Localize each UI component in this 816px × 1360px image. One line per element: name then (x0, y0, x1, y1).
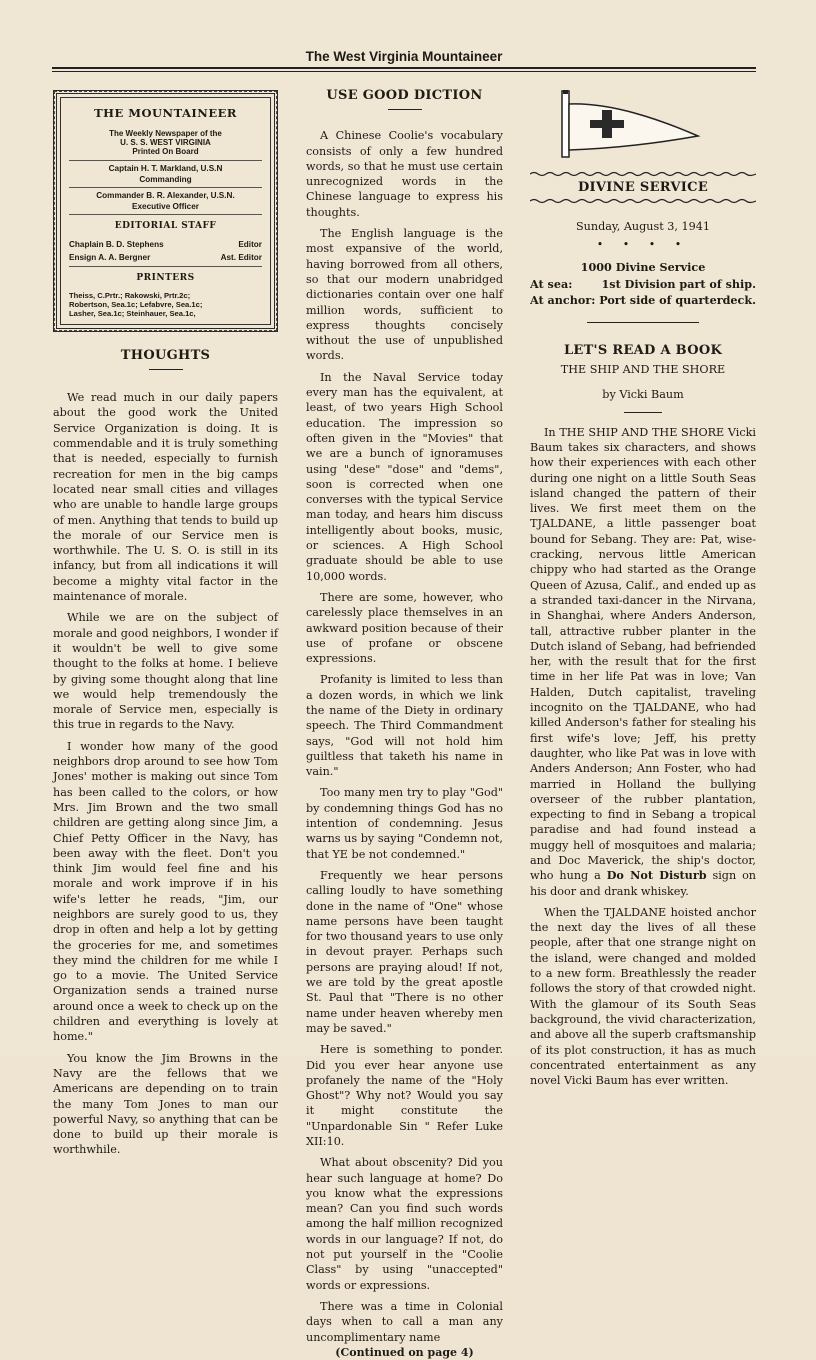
masthead-title: The West Virginia Mountaineer (305, 49, 503, 64)
thoughts-paragraph: We read much in our daily papers about the good work the United Service Organization is doing. It is commendable and it is truly something that is needed, especially to furnish recreation for men in the big camps located near small cities and villages who are unable to handle large groups of men. Anything that tends to build up the morale of our Service men is worthwhile. The U. S. O. is still in its infancy, but from all indications it will become a mighty vital factor in the maintenance of morale. (53, 391, 278, 604)
continued-notice: (Continued on page 4) (335, 1345, 474, 1359)
diction-paragraph: The English language is the most expansive of the world, having borrowed from all others, so that our modern unabridged dictionaries contain over one half million words, sufficient to express thoughts concisely without the use of unpublished words. (306, 227, 503, 363)
masthead-rule-thin (52, 71, 756, 72)
diction-paragraph: Frequently we hear persons calling loudly to have something done in the name of "One" whose name persons have been taught for two thousand years to use only in devout prayer. Perhaps such persons are praying aloud! If not, we are told by the great apostle St. Paul that "There is no other name under heaven whereby men may be saved." (306, 868, 503, 1035)
ornament-dots: • • • • (596, 237, 690, 251)
diction-paragraph: Here is something to ponder. Did you ever hear anyone use profanely the name of the "Holy Ghost"? Why not? Would you say it might constitute the "Unpardonable Sin " Refer Luke XII:10. (306, 1043, 503, 1148)
captain-name: Captain H. T. Markland, U.S.N (108, 164, 223, 174)
captain-role: Commanding (139, 175, 192, 185)
wavy-rule (530, 170, 756, 178)
church-pennant-icon (530, 90, 702, 160)
heading-rule (388, 109, 422, 110)
commander-role: Executive Officer (132, 202, 199, 212)
wavy-rule (530, 197, 756, 205)
box-divider (69, 266, 262, 267)
box-divider (69, 214, 262, 215)
column-left (53, 90, 278, 1164)
service-time: 1000 Divine Service (580, 259, 706, 274)
diction-paragraph: A Chinese Coolie's vocabulary consists of only a few hundred words, so that he must use certain unrecognized words in the Chinese language to express his thoughts. (306, 129, 503, 219)
column-middle (306, 90, 503, 1360)
staff-box (53, 90, 278, 332)
heading-rule (149, 369, 183, 370)
book-paragraph: In THE SHIP AND THE SHORE Vicki Baum takes six characters, and shows how their experiences with each other during one night on a little South Seas island changed the pattern of their lives. We first meet them on the TJALDANE, a little passenger boat bound for Sebang. They are: Pat, wise-cracking, nervous little American chippy who had started as the Orange Queen of Azusa, Calif., and ended up as a stranded taxi-dancer in the Nirvana, in Shanghai, where Anders Anderson, tall, attractive rubber planter in the Dutch island of Sebang, had befriended her, with the result that for the first time in her life Pat was in love; Van Halden, Dutch capitalist, traveling incognito on the TJALDANE, who had killed Anderson's father for stealing his first wife's love; Jeff, his pretty daughter, who like Pat was in love with Anders Anderson; Ann Foster, who had married in Holland the bullying overseer of the rubber plantation, expecting to find in Sebang a tropical paradise and had found instead a muggy hell of mosquitoes and malaria; and Doc Maverick, the ship's doctor, who hung a Do Not Disturb sign on his door and drank whiskey. (530, 425, 757, 898)
thoughts-paragraph: While we are on the subject of morale and good neighbors, I wonder if it wouldn't be well to give some thought to the folks at home. I believe by giving some thought along that line we would help tremendously the morale of Service men, especially is this true in regards to the Navy. (53, 611, 278, 732)
masthead-rule (52, 67, 756, 69)
book-paragraph: When the TJALDANE hoisted anchor the next day the lives of all these people, after that one strange night on the island, were changed and molded to a new form. Breathlessly the reader follows the story of that crowded night. With the glamour of its South Seas background, the vivid characterization, and above all the superb craftsmanship of its plot construction, it has as much concentrated entertainment as any novel Vicki Baum has ever written. (530, 905, 756, 1088)
printers-list: Theiss, C.Prtr.; Rakowski, Prtr.2c; Robertson, Sea.1c; Lefabvre, Sea.1c; Lasher, Sea.1c; Steinhauer, Sea.1c, (69, 290, 203, 318)
book-heading: LET'S READ A BOOK (563, 342, 723, 358)
diction-paragraph: What about obscenity? Did you hear such language at home? Do you know what the expressions mean? Can you find such words among the half million recognized words in our language? If not, do not put yourself in the "Coolie Class" by using "unaccepted" words or expressions. (306, 1156, 503, 1292)
divine-service-heading: DIVINE SERVICE (577, 180, 709, 195)
box-divider (69, 160, 262, 161)
thoughts-paragraph: You know the Jim Browns in the Navy are the fellows that we Americans are depending on to train the many Tom Jones to man our powerful Navy, so anything that can be done to build up their morale is worthwhile. (53, 1051, 278, 1157)
thoughts-heading: THOUGHTS (120, 347, 211, 363)
diction-paragraph: There are some, however, who carelessly place themselves in an awkward position because of their use of profane or obscene expressions. (306, 590, 503, 666)
diction-paragraph: There was a time in Colonial days when to call a man any uncomplimentary name (306, 1299, 503, 1344)
thoughts-paragraph: I wonder how many of the good neighbors drop around to see how Tom Jones' mother is making out since Tom has been called to the colors, or how Mrs. Jim Brown and the two small children are getting along since Jim, a Chief Petty Officer in the Navy, has been away with the fleet. Don't you think Jim would feel fine and his morale and work improve if in his wife's letter he reads, "Jim, our neighbors are surely good to us, they drop in often and help a lot by getting the groceries for me, and sometimes they mind the children for me while I go to a movie. The United Service Organization sends a trained nurse around once a week to check up on the children and everything is lovely at home." (53, 739, 278, 1044)
at-sea-line: At sea: 1st Division part of ship. (530, 277, 756, 292)
heading-rule (624, 412, 662, 413)
at-anchor-line: At anchor: Port side of quarterdeck. (530, 293, 756, 308)
staff-box-subtitle: The Weekly Newspaper of the U. S. S. WEST VIRGINIA Printed On Board (109, 129, 222, 157)
staff-box-title: THE MOUNTAINEER (94, 106, 237, 120)
box-divider (69, 187, 262, 188)
column-right (530, 90, 756, 1094)
editor-row: Chaplain B. D. Stephens Editor (69, 239, 262, 249)
book-title: THE SHIP AND THE SHORE (560, 363, 726, 377)
printers-heading: PRINTERS (136, 272, 195, 283)
commander-name: Commander B. R. Alexander, U.S.N. (96, 191, 235, 201)
book-author: by Vicki Baum (602, 388, 684, 402)
section-rule (587, 322, 699, 323)
diction-paragraph: Profanity is limited to less than a dozen words, in which we link the name of the Diety in ordinary speech. The Third Commandment says, "God will not hold him guiltless that taketh his name in vain." (306, 673, 503, 779)
do-not-disturb-text: Do Not Disturb (606, 868, 707, 883)
diction-paragraph: Too many men try to play "God" by condemning things God has no intention of condemning. Jesus warns us by saying "Condemn not, that YE be not condemned." (306, 786, 503, 861)
diction-paragraph: In the Naval Service today every man has the equivalent, at least, of two years High School education. The impression so often given in the "Movies" that we are a bunch of ignoramuses using "dese" "dose" and "dems", soon is corrected when one converses with the typical Service man today, and hears him discuss intelligently about books, music, or sciences. A High School graduate should be able to use 10,000 words. (306, 370, 503, 583)
service-date: Sunday, August 3, 1941 (576, 220, 710, 234)
assistant-editor-row: Ensign A. A. Bergner Ast. Editor (69, 252, 262, 262)
diction-heading: USE GOOD DICTION (326, 88, 483, 103)
editorial-staff-heading: EDITORIAL STAFF (114, 221, 217, 232)
